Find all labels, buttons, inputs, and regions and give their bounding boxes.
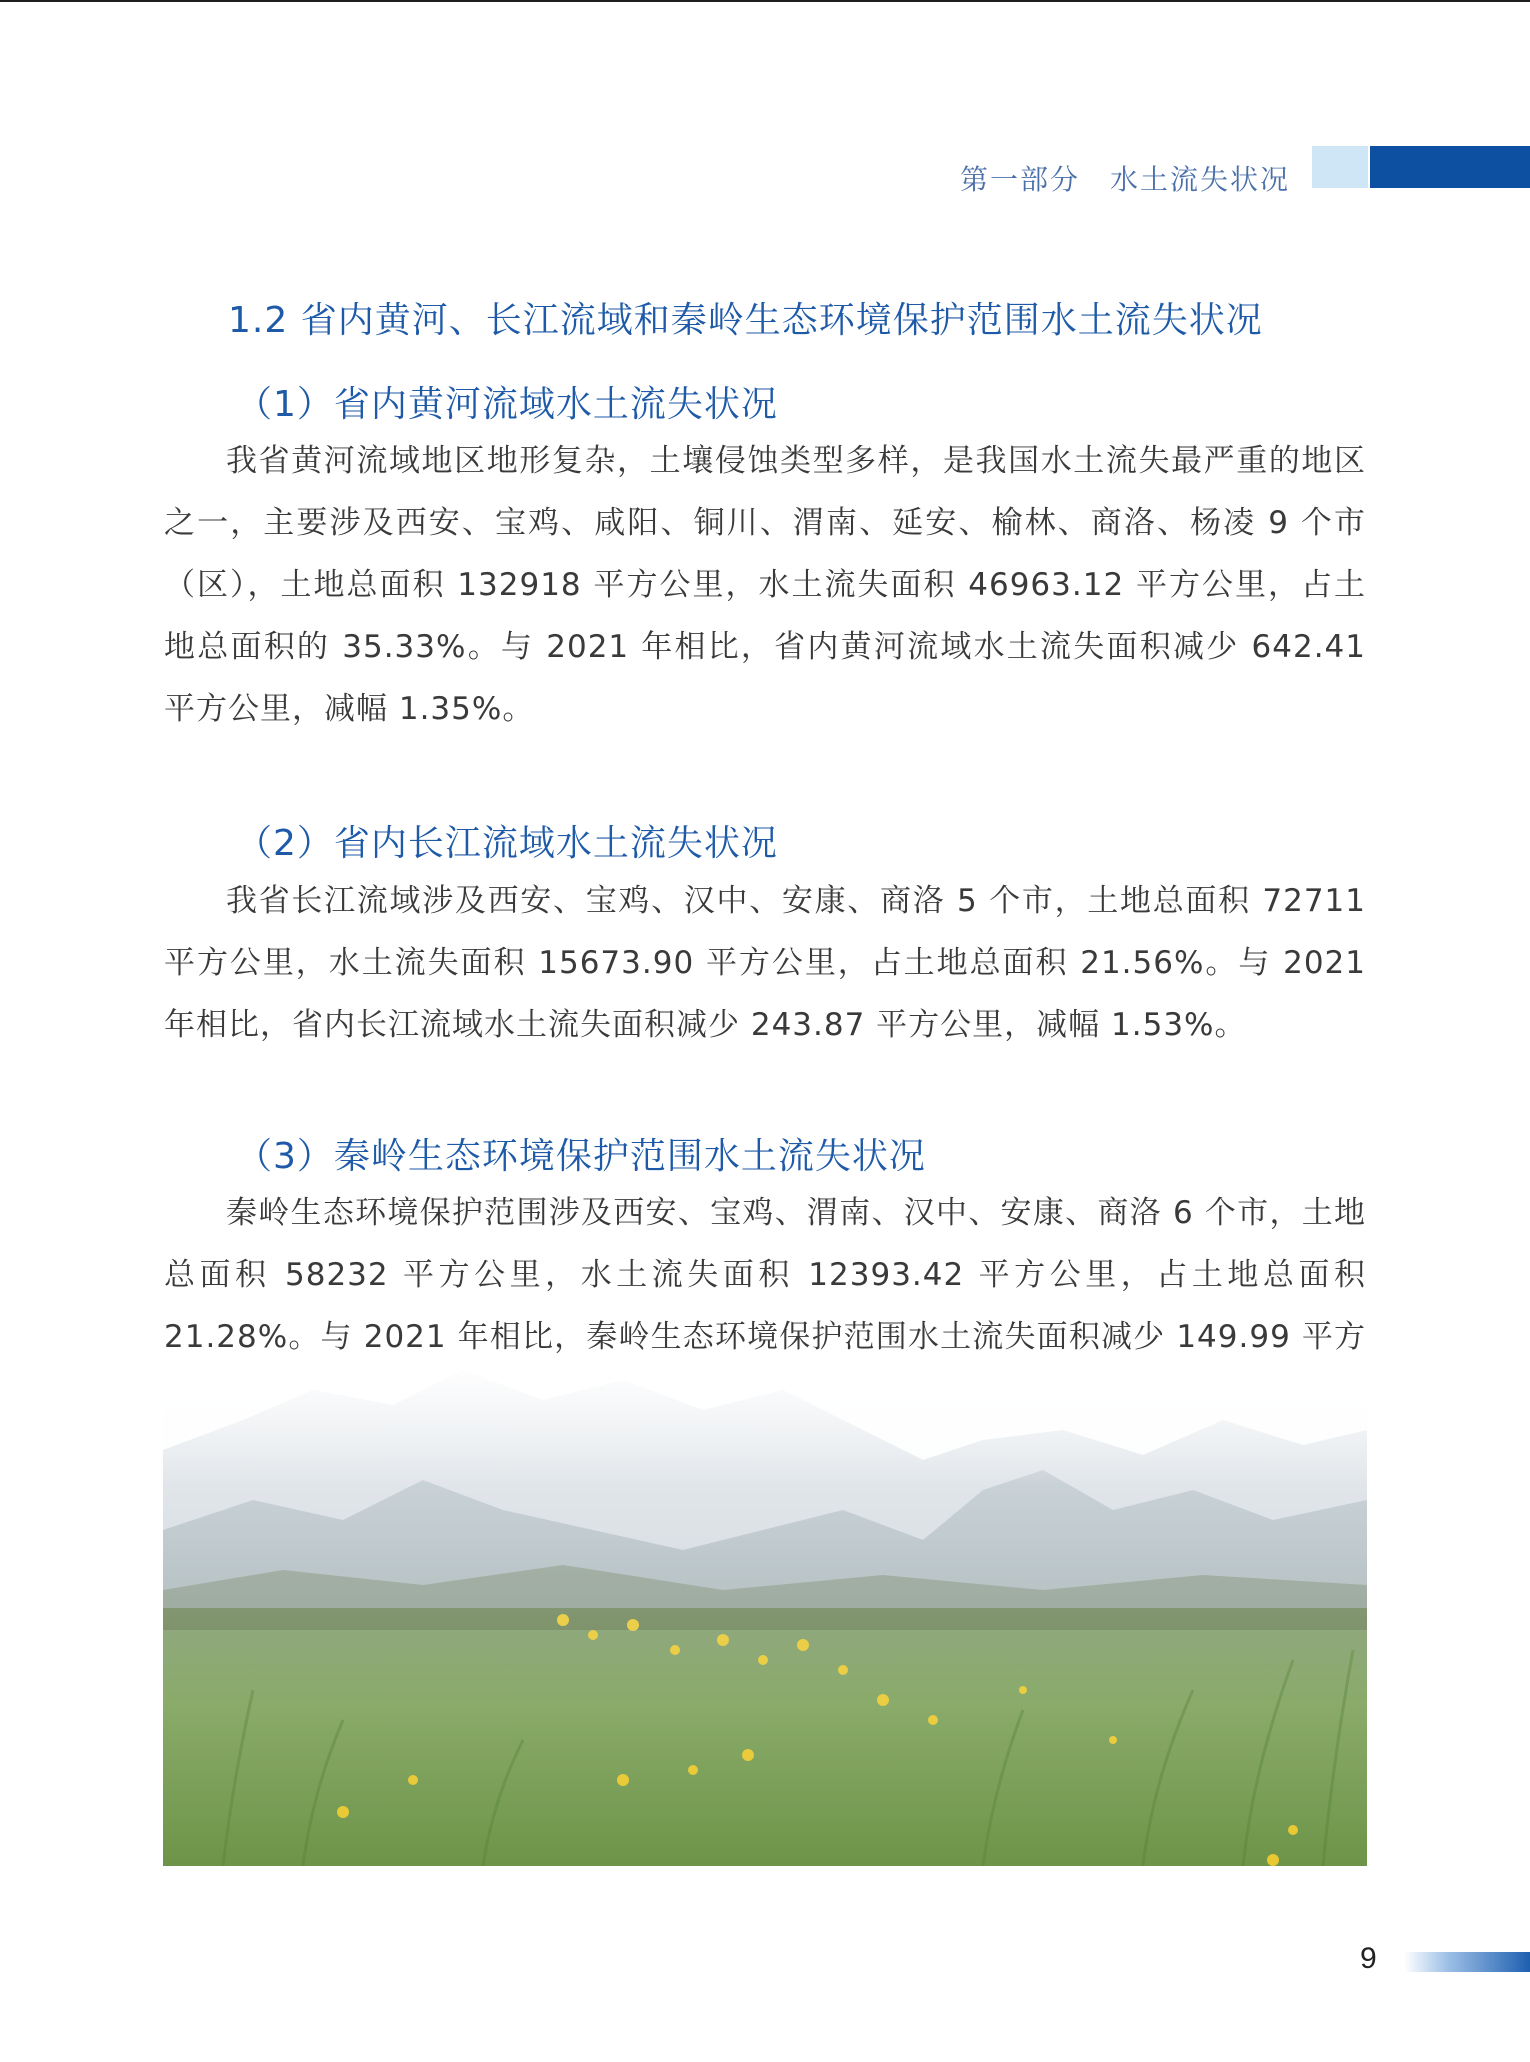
landscape-photo-icon xyxy=(163,1360,1367,1866)
header-dark-accent-bar xyxy=(1370,146,1530,188)
footer-accent-bar xyxy=(1404,1952,1530,1972)
section-heading: 1.2 省内黄河、长江流域和秦岭生态环境保护范围水土流失状况 xyxy=(228,300,1263,341)
paragraph-yellow-river: 我省黄河流域地区地形复杂，土壤侵蚀类型多样，是我国水土流失最严重的地区之一，主要涉及西安、宝鸡、咸阳、铜川、渭南、延安、榆林、商洛、杨凌 9 个市（区），土地总面积 132918 平方公里，水土流失面积 46963.12 平方公里，占土地总面积的 35.33%。与 2021 年相比，省内黄河流域水土流失面积减少 642.41 平方公里，减幅 1.35%。 xyxy=(164,443,1366,727)
paragraph-yangtze-river: 我省长江流域涉及西安、宝鸡、汉中、安康、商洛 5 个市，土地总面积 72711 平方公里，水土流失面积 15673.90 平方公里，占土地总面积 21.56%。与 2021 年相比，省内长江流域水土流失面积减少 243.87 平方公里，减幅 1.53%。 xyxy=(164,883,1366,1043)
subsection-heading-yangtze-river: （2）省内长江流域水土流失状况 xyxy=(236,823,778,864)
top-border-line xyxy=(0,0,1530,2)
subsection-heading-qinling: （3）秦岭生态环境保护范围水土流失状况 xyxy=(236,1136,926,1177)
subsection-heading-yellow-river: （1）省内黄河流域水土流失状况 xyxy=(236,384,778,425)
header-light-accent-bar xyxy=(1312,146,1368,188)
running-header-title: 第一部分 水土流失状况 xyxy=(960,163,1291,196)
page-number: 9 xyxy=(1360,1942,1377,1975)
paragraph-qinling: 秦岭生态环境保护范围涉及西安、宝鸡、渭南、汉中、安康、商洛 6 个市，土地总面积 58232 平方公里，水土流失面积 12393.42 平方公里，占土地总面积 21.28%。与 2021 年相比，秦岭生态环境保护范围水土流失面积减少 149.99 平方 xyxy=(164,1195,1366,1355)
